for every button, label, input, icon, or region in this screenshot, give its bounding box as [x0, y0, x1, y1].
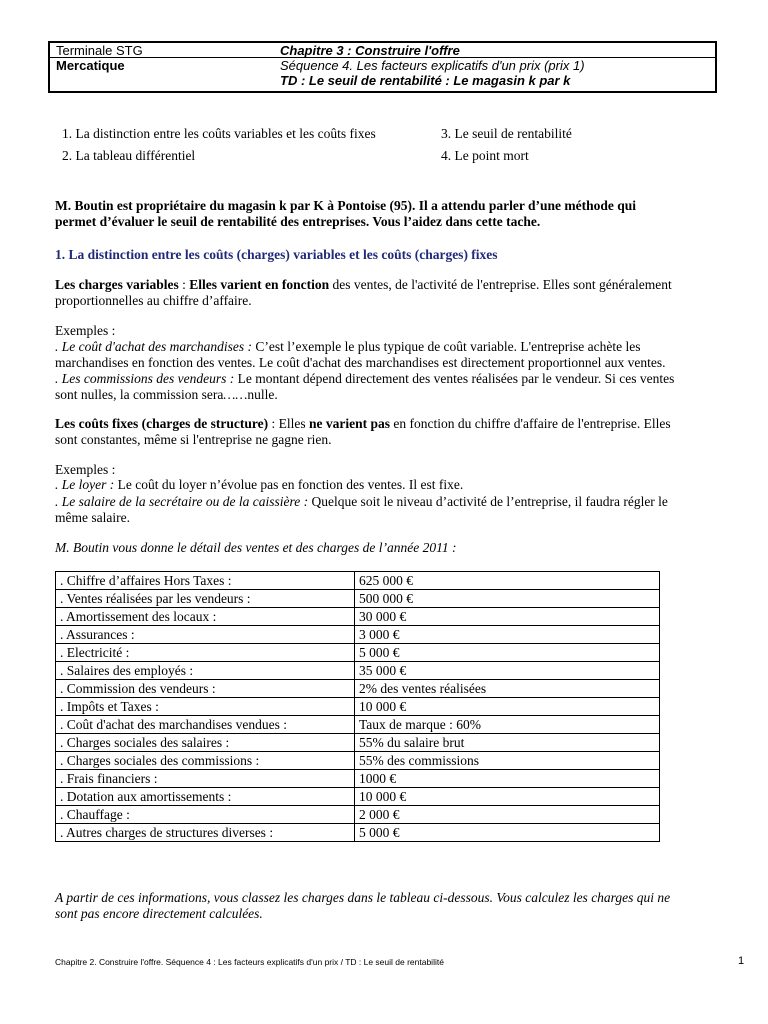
page-number: 1 — [738, 955, 745, 967]
table-cell-value: Taux de marque : 60% — [355, 716, 660, 734]
table-cell-label: . Ventes réalisées par les vendeurs : — [56, 590, 355, 608]
table-cell-label: . Assurances : — [56, 626, 355, 644]
table-cell-label: . Dotation aux amortissements : — [56, 788, 355, 806]
examples-2-line-3: même salaire. — [55, 510, 130, 525]
examples-1-title: Exemples : — [55, 323, 116, 338]
variables-bold: Elles varient en fonction — [189, 277, 330, 292]
table-cell-label: . Charges sociales des salaires : — [56, 734, 355, 752]
loyer-text: Le coût du loyer n’évolue pas en fonction des ventes. Il est fixe. — [114, 477, 464, 492]
outline-item-4: 4. Le point mort — [441, 148, 529, 163]
table-cell-label: . Autres charges de structures diverses : — [56, 824, 355, 842]
table-row — [56, 662, 660, 680]
header-box — [48, 41, 717, 93]
examples-1-line-3 — [55, 371, 674, 387]
table-cell-value: 55% du salaire brut — [355, 734, 660, 752]
section-1-title: 1. La distinction entre les coûts (charges) variables et les coûts (charges) fixes — [55, 247, 498, 262]
ex2-dots: …… — [223, 387, 248, 402]
table-cell-label: . Salaires des employés : — [56, 662, 355, 680]
table-row — [56, 680, 660, 698]
outline-item-2: 2. La tableau différentiel — [62, 148, 196, 163]
table-row — [56, 590, 660, 608]
outline-item-1: 1. La distinction entre les coûts variables et les coûts fixes — [62, 126, 376, 141]
table-row — [56, 770, 660, 788]
table-cell-label: . Commission des vendeurs : — [56, 680, 355, 698]
table-row — [56, 752, 660, 770]
table-row — [56, 572, 660, 590]
table-cell-label: . Amortissement des locaux : — [56, 608, 355, 626]
table-cell-value: 35 000 € — [355, 662, 660, 680]
table-cell-value: 5 000 € — [355, 644, 660, 662]
table-row — [56, 806, 660, 824]
table-cell-label: . Frais financiers : — [56, 770, 355, 788]
table-cell-value: 10 000 € — [355, 698, 660, 716]
intro-line-1: M. Boutin est propriétaire du magasin k par K à Pontoise (95). Il a attendu parler d’une méthode qui — [55, 198, 637, 213]
examples-2-title: Exemples : — [55, 462, 116, 477]
table-row — [56, 824, 660, 842]
ex2-text: Le montant dépend directement des ventes réalisées par le vendeur. Si ces ventes — [234, 371, 675, 386]
table-cell-value: 3 000 € — [355, 626, 660, 644]
salaire-text: Quelque soit le niveau d’activité de l’entreprise, il faudra régler le — [308, 494, 668, 509]
outline-item-3: 3. Le seuil de rentabilité — [441, 126, 572, 141]
table-cell-value: 1000 € — [355, 770, 660, 788]
charges-table — [55, 571, 660, 842]
table-cell-label: . Chauffage : — [56, 806, 355, 824]
ex2-line2-b: nulle. — [247, 387, 278, 402]
table-cell-value: 5 000 € — [355, 824, 660, 842]
fixes-bold: ne varient pas — [308, 416, 390, 431]
table-cell-value: 30 000 € — [355, 608, 660, 626]
fixes-line-2: sont constantes, même si l'entreprise ne gagne rien. — [55, 432, 332, 447]
table-cell-label: . Impôts et Taxes : — [56, 698, 355, 716]
table-row — [56, 788, 660, 806]
ex1-label: . Le coût d'achat des marchandises : — [55, 339, 252, 354]
table-cell-value: 55% des commissions — [355, 752, 660, 770]
examples-2-line-1 — [55, 477, 463, 493]
page-footer: Chapitre 2. Construire l'offre. Séquence 4 : Les facteurs explicatifs d'un prix / TD : Le seuil de rentabilité — [55, 957, 444, 967]
examples-1-line-2: marchandises en fonction des ventes. Le coût d'achat des marchandises est directement proportionnel aux ventes. — [55, 355, 666, 370]
conclusion-line-2: sont pas encore directement calculées. — [55, 906, 263, 921]
examples-2-line-2 — [55, 494, 668, 510]
table-cell-value: 625 000 € — [355, 572, 660, 590]
table-row — [56, 608, 660, 626]
table-row — [56, 644, 660, 662]
variables-line-2: proportionnelles au chiffre d’affaire. — [55, 293, 252, 308]
table-cell-value: 2 000 € — [355, 806, 660, 824]
header-chapter: Chapitre 3 : Construire l'offre — [280, 43, 460, 58]
fixes-label: Les coûts fixes (charges de structure) — [55, 416, 269, 431]
salaire-label: . Le salaire de la secrétaire ou de la caissière : — [55, 494, 309, 509]
ex1-text: C’est l’exemple le plus typique de coût variable. L'entreprise achète les — [251, 339, 641, 354]
loyer-label: . Le loyer : — [55, 477, 115, 492]
variables-colon: : — [178, 277, 190, 292]
ex2-label: . Les commissions des vendeurs : — [55, 371, 235, 386]
header-sequence: Séquence 4. Les facteurs explicatifs d'un prix (prix 1) — [280, 58, 585, 73]
header-td-title: TD : Le seuil de rentabilité : Le magasin k par k — [280, 73, 571, 88]
table-cell-value: 10 000 € — [355, 788, 660, 806]
fixes-line-1 — [55, 416, 671, 432]
table-cell-value: 500 000 € — [355, 590, 660, 608]
examples-1-line-1 — [55, 339, 641, 355]
table-row — [56, 698, 660, 716]
fixes-rest: en fonction du chiffre d'affaire de l'entreprise. Elles — [389, 416, 671, 431]
header-subject: Mercatique — [56, 58, 125, 73]
table-cell-label: . Chiffre d’affaires Hors Taxes : — [56, 572, 355, 590]
conclusion-line-1: A partir de ces informations, vous classez les charges dans le tableau ci-dessous. Vous calculez les charges qui ne — [55, 890, 671, 905]
header-level: Terminale STG — [56, 43, 143, 58]
table-row — [56, 626, 660, 644]
examples-1-line-4 — [55, 387, 278, 403]
variables-line-1 — [55, 277, 672, 293]
table-cell-label: . Electricité : — [56, 644, 355, 662]
variables-label: Les charges variables — [55, 277, 179, 292]
charges-table-body — [56, 572, 660, 842]
table-cell-label: . Charges sociales des commissions : — [56, 752, 355, 770]
table-cell-label: . Coût d'achat des marchandises vendues : — [56, 716, 355, 734]
fixes-colon: : Elles — [268, 416, 309, 431]
intro-line-2: permet d’évaluer le seuil de rentabilité des entreprises. Vous l’aidez dans cette tache. — [55, 214, 541, 229]
ex2-line2-a: sont nulles, la commission sera — [55, 387, 224, 402]
table-row — [56, 716, 660, 734]
table-row — [56, 734, 660, 752]
table-cell-value: 2% des ventes réalisées — [355, 680, 660, 698]
variables-rest: des ventes, de l'activité de l'entreprise. Elles sont généralement — [329, 277, 672, 292]
table-intro: M. Boutin vous donne le détail des ventes et des charges de l’année 2011 : — [55, 540, 457, 555]
